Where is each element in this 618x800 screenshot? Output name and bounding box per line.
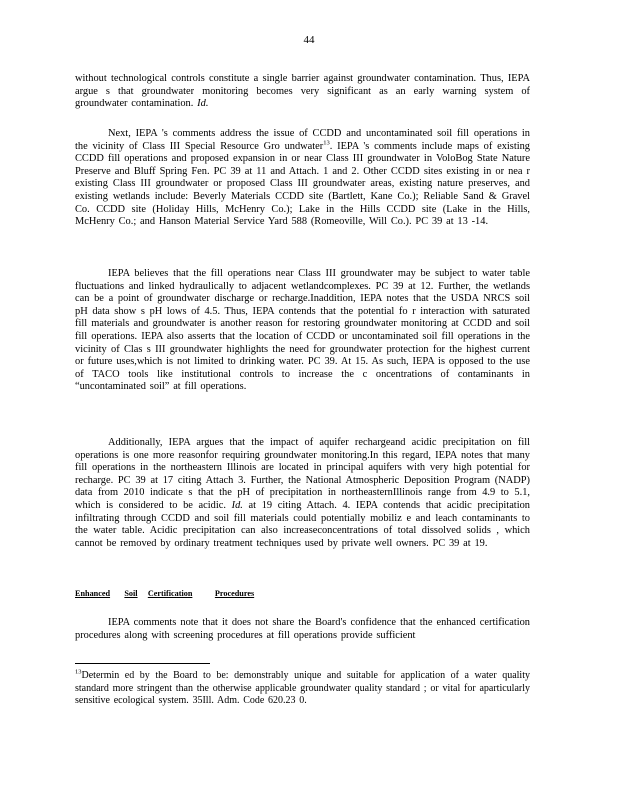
heading-word: Procedures bbox=[214, 589, 255, 598]
footnote bbox=[75, 670, 530, 708]
paragraph-1-text: without technological controls constitute a single barrier against groundwater contamination. Thus, IEPA argue s that groundwater monitoring becomes very significant as an early warning system of groundwater contamination. bbox=[75, 73, 530, 110]
heading-word: Soil bbox=[124, 589, 138, 598]
citation-id: Id. bbox=[231, 499, 243, 511]
footnote-reference[interactable]: 13 bbox=[323, 139, 330, 147]
paragraph-4-text-b: at 19 citing Attach. 4. IEPA contends that acidic precipitation infiltrating through CCDD and soil fill materials could potentially mobiliz e and leach contaminants to the water table. Acidic precipitation can also increaseconcentrations of total dissolved solids , which cannot be removed by ordinary treatment techniques used by private well owners. PC 39 at 19. bbox=[75, 499, 530, 549]
section-heading bbox=[75, 589, 530, 598]
footnote-divider bbox=[75, 663, 210, 664]
footnote-number: 13 bbox=[75, 668, 82, 676]
paragraph-5: IEPA comments note that it does not share the Board's confidence that the enhanced certification procedures along with screening procedures at fill operations provide sufficient bbox=[75, 617, 530, 641]
paragraph-2 bbox=[75, 128, 530, 229]
paragraph-1 bbox=[75, 73, 530, 111]
footnote-text: Determin ed by the Board to be: demonstrably unique and suitable for application of a water quality standard more stringent than the otherwise applicable groundwater quality standard ; or vital for aparticularly sensitive ecological system. 35Ill. Adm. Code 620.23 0. bbox=[75, 670, 530, 707]
paragraph-4-text-a: Additionally, IEPA argues that the impact of aquifer rechargeand acidic precipitation on fill operations is one more reasonfor requiring groundwater monitoring.In this regard, IEPA notes that many fill operations in the northeastern Illinois are located in principal aquifers with very high potential for recharge. PC 39 at 17 citing Attach 3. Further, the National Atmospheric Deposition Program (NADP) data from 2010 indicate s that the pH of precipitation in northeasternIllinois range from 4.9 to 5.1, which is considered to be acidic. bbox=[75, 437, 530, 511]
heading-word: Certification bbox=[147, 589, 193, 598]
paragraph-2-text-b: . IEPA 's comments include maps of existing CCDD fill operations and proposed expansion in or near Class III groundwater in VoloBog State Nature Preserve and Bluff Spring Fen. PC 39 at 11 and Attach. 1 and 2. Other CCDD sites existing in or nea r existing Class III groundwater or proposed Class III groundwater areas, existing nature preserves, and existing wetlands include: Beverly Materials CCDD site (Bartlett, Kane Co.); Reliable Sand & Gravel Co. CCDD site (Holiday Hills, McHenry Co.); Lake in the Hills CCDD site (Lake in the Hills, McHenry Co.; and Hanson Material Service Yard 588 (Romeoville, Will Co.). PC 39 at 13 -14. bbox=[75, 140, 530, 228]
paragraph-2-text-a: Next, IEPA 's comments address the issue of CCDD and uncontaminated soil fill operations in the vicinity of Class III Special Resource Gro undwater bbox=[75, 128, 530, 152]
paragraph-3: IEPA believes that the fill operations near Class III groundwater may be subject to water table fluctuations and linked hydraulically to adjacent wetlandcomplexes. PC 39 at 12. Further, the wetlands can be a point of groundwater discharge or recharge.Inaddition, IEPA notes that the USDA NRCS soil pH data show s pH lows of 4.5. Thus, IEPA contends that the potential fo r interaction with saturated fill materials and groundwater is another reason for restoring groundwater monitoring at CCDD and soil fill operations. IEPA also asserts that the location of CCDD or uncontaminated soil fill operations in the vicinity of Clas s III groundwater highlights the need for groundwater protection for the highest current or future uses,which is not limited to drinking water. PC 39. At 15. As such, IEPA is opposed to the use of TACO tools like institutional controls to increase the c oncentrations of contaminants in “uncontaminated soil” at fill operations. bbox=[75, 268, 530, 393]
paragraph-4 bbox=[75, 437, 530, 550]
heading-word: Enhanced bbox=[75, 589, 111, 598]
citation-id: Id. bbox=[197, 98, 209, 110]
page-number: 44 bbox=[303, 34, 315, 46]
